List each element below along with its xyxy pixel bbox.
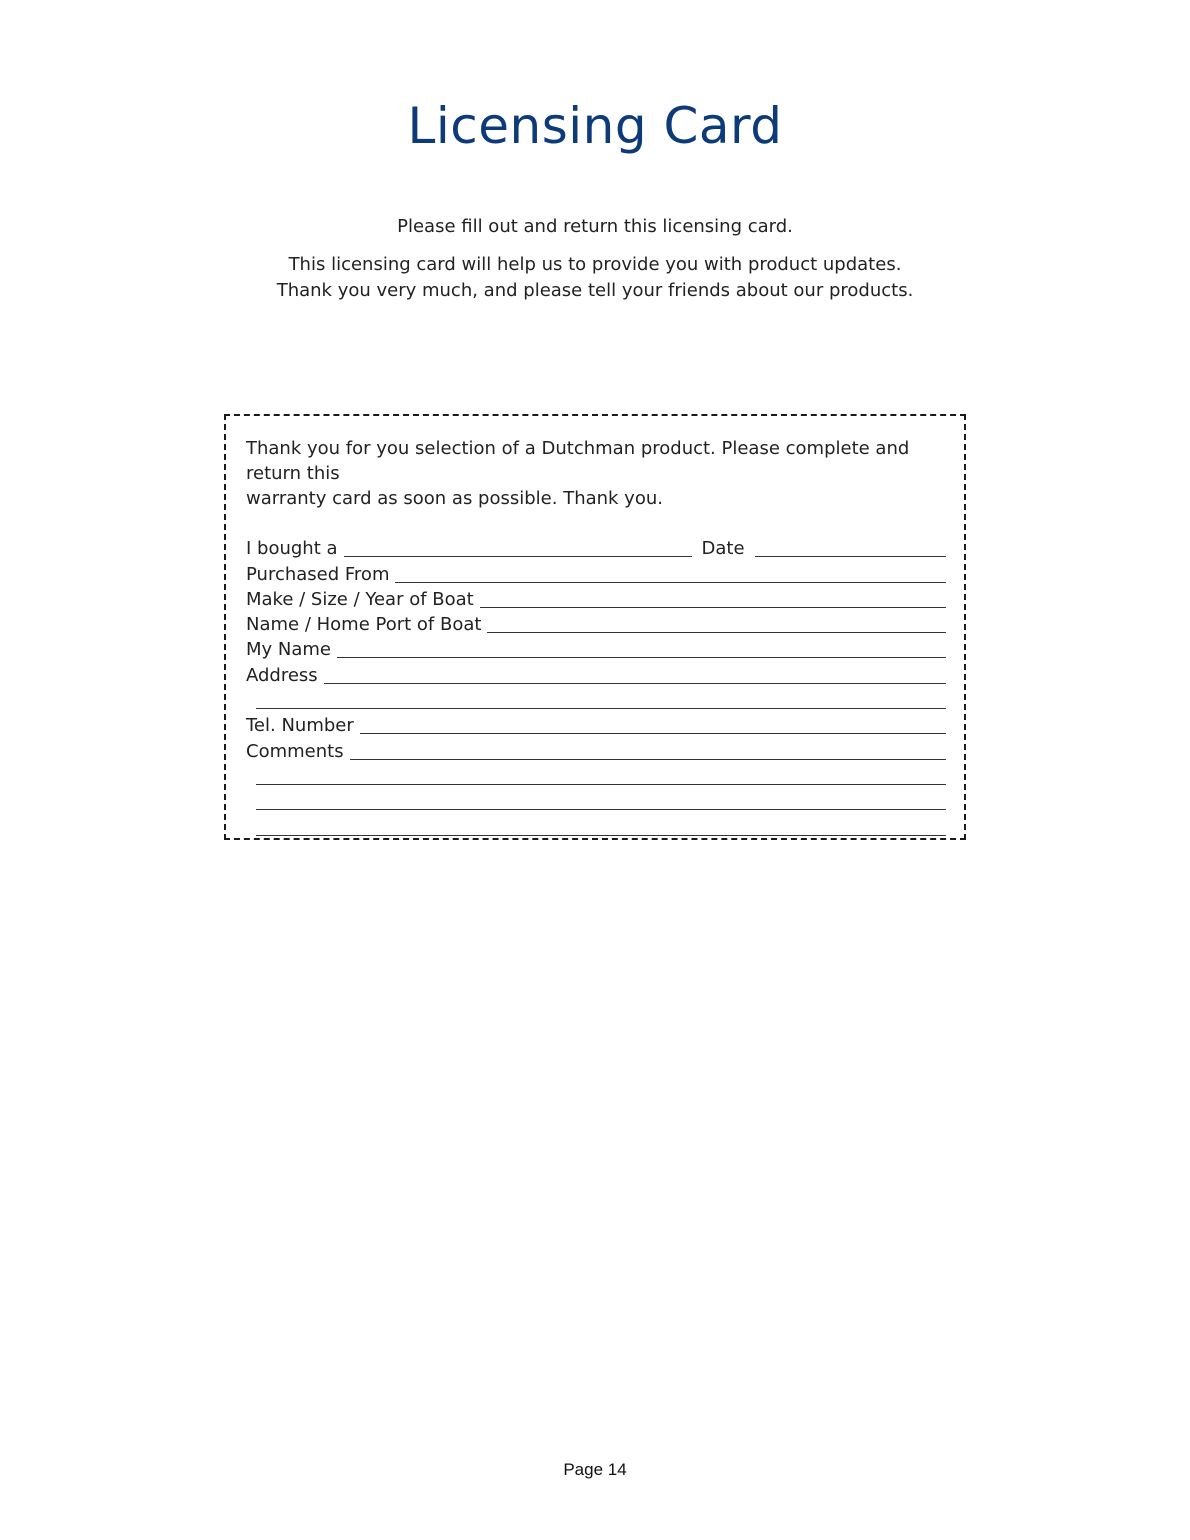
tel-label: Tel. Number	[246, 715, 354, 737]
intro-line-2: This licensing card will help us to provide you with product updates.	[288, 254, 902, 275]
name-home-port-label: Name / Home Port of Boat	[246, 614, 482, 636]
comments-line[interactable]	[350, 759, 946, 760]
bought-line[interactable]	[344, 556, 692, 557]
comments-line-2-row	[246, 764, 946, 789]
address-line-2-row	[246, 688, 946, 713]
tel-row	[246, 713, 946, 738]
bought-row	[246, 536, 946, 561]
card-intro-line-2: warranty card as soon as possible. Thank you.	[246, 488, 663, 509]
my-name-row	[246, 637, 946, 662]
comments-label: Comments	[246, 740, 344, 762]
purchased-from-row	[246, 561, 946, 586]
licensing-card	[224, 414, 966, 840]
intro-line-1: Please fill out and return this licensing card.	[397, 216, 793, 237]
make-size-year-label: Make / Size / Year of Boat	[246, 588, 474, 610]
date-line[interactable]	[755, 556, 946, 557]
make-size-year-row	[246, 587, 946, 612]
address-line[interactable]	[324, 683, 946, 684]
purchased-from-line[interactable]	[395, 582, 946, 583]
name-home-port-row	[246, 612, 946, 637]
my-name-label: My Name	[246, 639, 332, 661]
name-home-port-line[interactable]	[487, 632, 946, 633]
make-size-year-line[interactable]	[480, 607, 946, 608]
page-number: Page 14	[563, 1460, 627, 1479]
comments-line-4-row	[246, 814, 946, 839]
comments-row	[246, 738, 946, 763]
date-label: Date	[701, 538, 745, 560]
tel-line[interactable]	[360, 733, 946, 734]
address-line-2[interactable]	[256, 708, 946, 709]
card-intro	[246, 436, 946, 511]
comments-line-3[interactable]	[256, 809, 946, 810]
comments-line-4[interactable]	[256, 835, 946, 836]
address-label: Address	[246, 664, 318, 686]
card-content	[246, 436, 946, 840]
my-name-line[interactable]	[337, 657, 946, 658]
intro-line-3: Thank you very much, and please tell your friends about our products.	[276, 280, 914, 301]
comments-line-2[interactable]	[256, 784, 946, 785]
address-row	[246, 662, 946, 687]
comments-line-3-row	[246, 789, 946, 814]
purchased-from-label: Purchased From	[246, 563, 390, 585]
bought-label: I bought a	[246, 538, 338, 560]
page-title: Licensing Card	[407, 97, 783, 155]
card-intro-line-1: Thank you for you selection of a Dutchman product. Please complete and return this	[246, 438, 910, 484]
card-form	[246, 536, 946, 840]
